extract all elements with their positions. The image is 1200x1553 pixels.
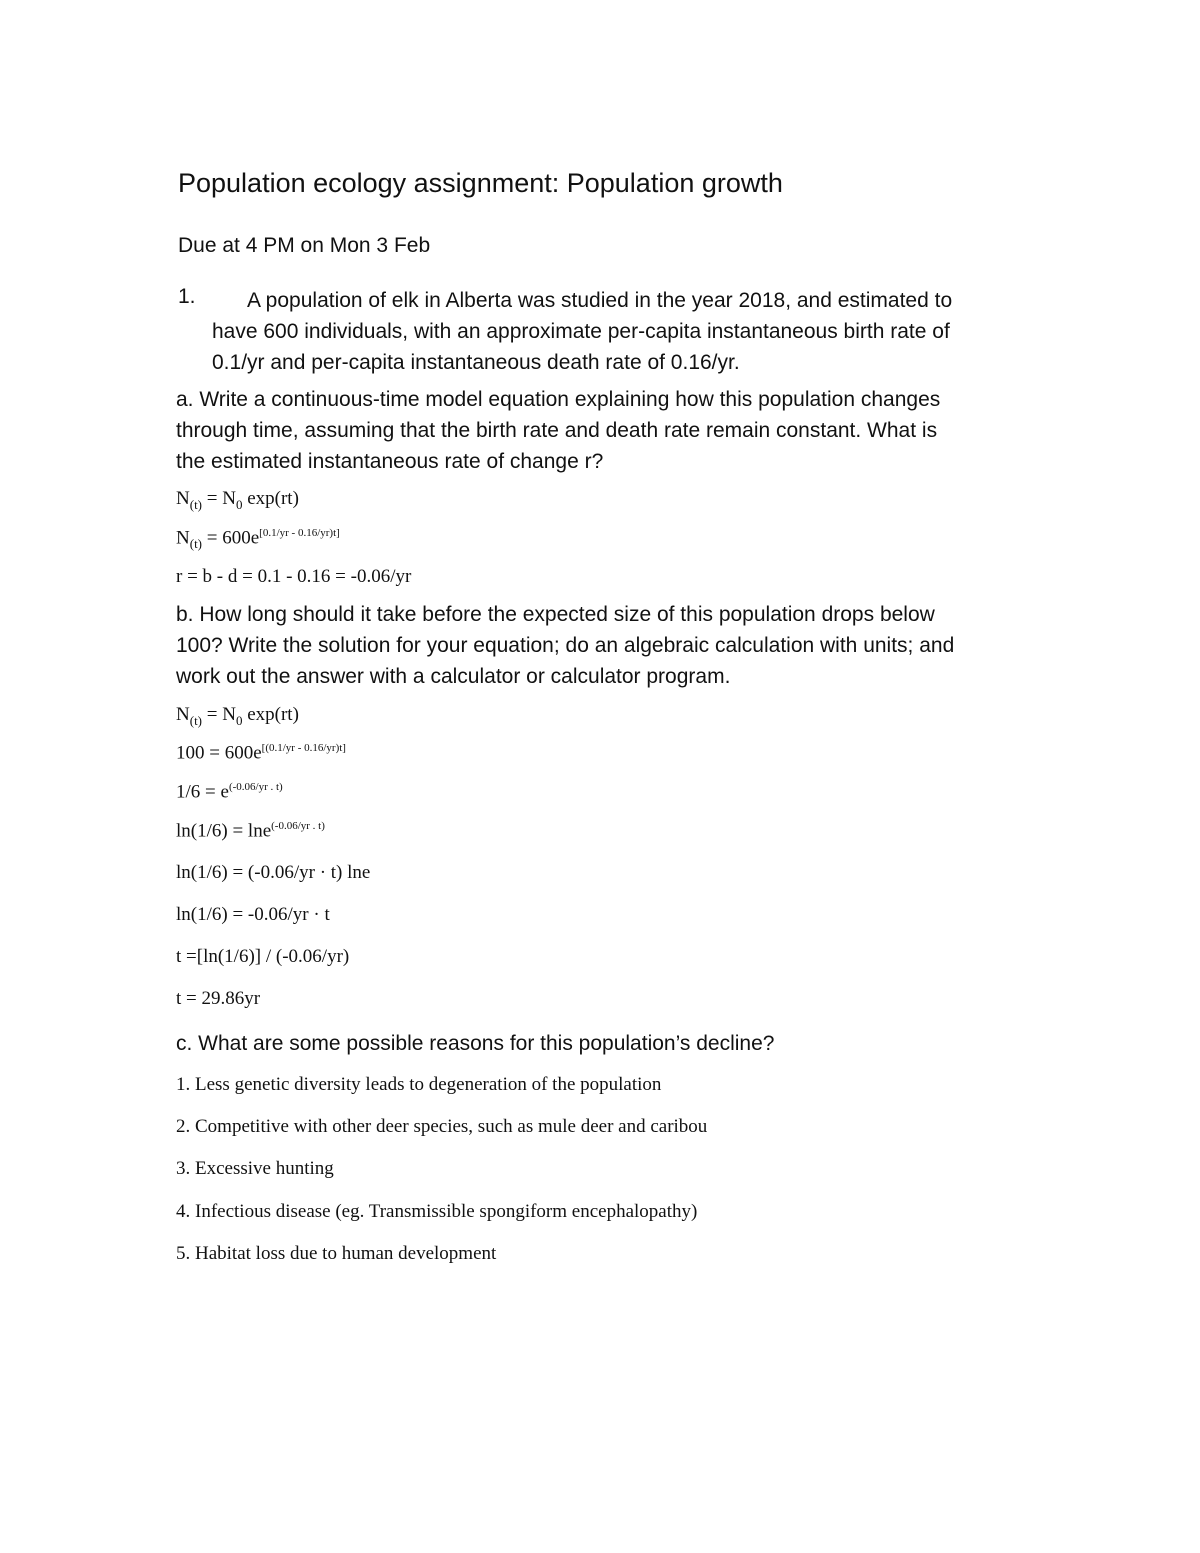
answer-item: 5. Habitat loss due to human development <box>176 1243 497 1264</box>
part-b-equation-8: t = 29.86yr <box>176 988 261 1009</box>
answer-item: 4. Infectious disease (eg. Transmissible spongiform encephalopathy) <box>176 1201 698 1222</box>
question-number: 1. <box>178 285 196 308</box>
answer-item: 1. Less genetic diversity leads to degeneration of the population <box>176 1074 662 1095</box>
part-b-equation-6: ln(1/6) = -0.06/yr · t <box>176 904 330 925</box>
part-a-equation-1: $N_{(t)} = N_0$ exp(rt) <box>176 488 299 512</box>
page-title: Population ecology assignment: Population growth <box>178 168 783 198</box>
part-b-equation-3: $1/6 = e^{(-0.06/yr . t)}$ <box>176 781 283 803</box>
question-text: A population of elk in Alberta was studied in the year 2018, and estimated to have 600 individuals, with an approximate per-capita instantaneous birth rate of 0.1/yr and per-capita instantaneous death rate of 0.16/yr. <box>212 289 953 374</box>
answer-item: 2. Competitive with other deer species, such as mule deer and caribou <box>176 1116 708 1137</box>
part-c-question: c. What are some possible reasons for this population’s decline? <box>176 1032 775 1055</box>
due-date: Due at 4 PM on Mon 3 Feb <box>178 234 431 257</box>
part-a-equation-2: $N_{(t)} = 600e[0.1/yr - 0.16/yr)t]$ <box>176 527 340 552</box>
part-b-question: b. How long should it take before the expected size of this population drops below 100? Write the solution for your equation; do an algebraic calculation with units; and work out the answer with a calculator or calculator program. <box>176 603 955 688</box>
part-a-question: a. Write a continuous-time model equation explaining how this population changes through time, assuming that the birth rate and death rate remain constant. What is the estimated instantaneous rate of change r? <box>176 388 941 473</box>
part-b-equation-4: ln(1/6) = lne$^{(-0.06/yr . t)}$ <box>176 820 325 842</box>
answer-item: 3. Excessive hunting <box>176 1158 334 1179</box>
part-b-equation-2: 100 = 600e[(0.1/yr - 0.16/yr)t] <box>176 742 346 764</box>
part-a-equation-3: r = b - d = 0.1 - 0.16 = -0.06/yr <box>176 566 412 587</box>
part-b-equation-5: ln(1/6) = (-0.06/yr · t) lne <box>176 862 371 883</box>
part-b-equation-1: $N_{(t)} = N_0$ exp(rt) <box>176 704 299 728</box>
part-b-equation-7: t =[ln(1/6)] / (-0.06/yr) <box>176 946 350 967</box>
